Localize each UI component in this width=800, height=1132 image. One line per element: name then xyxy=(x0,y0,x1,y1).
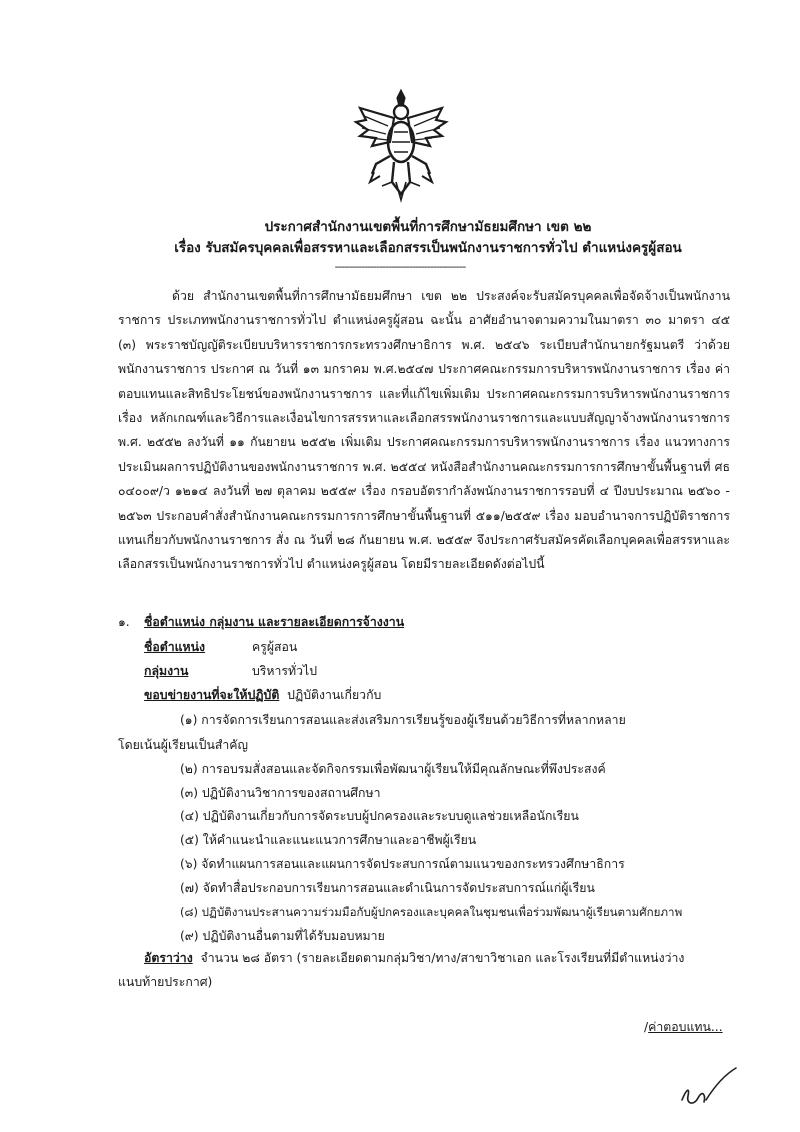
position-value: ครูผู้สอน xyxy=(252,640,298,654)
separator-line: -------------------------------------------- xyxy=(334,260,466,273)
vacancy-label: อัตราว่าง xyxy=(144,951,193,965)
vacancy-value: จำนวน ๒๘ อัตรา (รายละเอียดตามกลุ่มวิชา/ทาง/สาขาวิชาเอก และโรงเรียนที่มีตำแหน่งว่าง xyxy=(200,951,685,965)
section-1-title: ชื่อตำแหน่ง กลุ่มงาน และรายละเอียดการจ้างงาน xyxy=(144,615,405,629)
group-value: บริหารทั่วไป xyxy=(252,664,318,678)
scope-value: ปฏิบัติงานเกี่ยวกับ xyxy=(287,688,382,702)
section-1-number: ๑. xyxy=(118,615,130,629)
next-page-marker xyxy=(644,1018,723,1037)
scope-label: ขอบข่ายงานที่จะให้ปฏิบัติ xyxy=(144,688,280,702)
duty-item: (๓) ปฏิบัติงานวิชาการของสถานศึกษา xyxy=(180,786,381,800)
scope-row xyxy=(144,685,381,705)
duty-item: (๒) การอบรมสั่งสอนและจัดกิจกรรมเพื่อพัฒนาผู้เรียนให้มีคุณลักษณะที่พึงประสงค์ xyxy=(180,762,606,776)
duty-item: (๖) จัดทำแผนการสอนและแผนการจัดประสบการณ์ตามแนวของกระทรวงศึกษาธิการ xyxy=(180,857,625,871)
duty-item: (๔) ปฏิบัติงานเกี่ยวกับการจัดระบบผู้ปกครองและระบบดูแลช่วยเหลือนักเรียน xyxy=(180,809,579,823)
intro-paragraph: ด้วย สำนักงานเขตพื้นที่การศึกษามัธยมศึกษา เขต ๒๒ ประสงค์จะรับสมัครบุคคลเพื่อจัดจ้างเป็นพนักงานราชการ ประเภทพนักงานราชการทั่วไป ตำแหน่งครูผู้สอน ฉะนั้น อาศัยอำนาจตามความในมาตรา ๓๐ มาตรา ๔๕ (๓) พระราชบัญญัติระเบียบบริหารราชการกระทรวงศึกษาธิการ พ.ศ. ๒๕๔๖ ระเบียบสำนักนายกรัฐมนตรี ว่าด้วยพนักงานราชการ ประกาศ ณ วันที่ ๑๓ มกราคม พ.ศ.๒๕๔๗ ประกาศคณะกรรมการบริหารพนักงานราชการ เรื่อง ค่าตอบแทนและสิทธิประโยชน์ของพนักงานราชการ และที่แก้ไขเพิ่มเติม ประกาศคณะกรรมการบริหารพนักงานราชการ เรื่อง หลักเกณฑ์และวิธีการและเงื่อนไขการสรรหาและเลือกสรรพนักงานราชการและแบบสัญญาจ้างพนักงานราชการ พ.ศ. ๒๕๕๒ ลงวันที่ ๑๑ กันยายน ๒๕๕๒ เพิ่มเติม ประกาศคณะกรรมการบริหารพนักงานราชการ เรื่อง แนวทางการประเมินผลการปฏิบัติงานของพนักงานราชการ พ.ศ. ๒๕๕๔ หนังสือสำนักงานคณะกรรมการการศึกษาขั้นพื้นฐานที่ ศธ ๐๔๐๐๙/ว ๑๒๑๔ ลงวันที่ ๒๗ ตุลาคม ๒๕๕๙ เรื่อง กรอบอัตรากำลังพนักงานราชการรอบที่ ๔ ปีงบประมาณ ๒๕๖๐ - ๒๕๖๓ ประกอบคำสั่งสำนักงานคณะกรรมการการศึกษาขั้นพื้นฐานที่ ๕๑๑/๒๕๕๙ เรื่อง มอบอำนาจการปฏิบัติราชการแทนเกี่ยวกับพนักงานราชการ สั่ง ณ วันที่ ๒๘ กันยายน พ.ศ. ๒๕๕๙ จึงประกาศรับสมัครคัดเลือกบุคคลเพื่อสรรหาและเลือกสรรเป็นพนักงานราชการทั่วไป ตำแหน่งครูผู้สอน โดยมีรายละเอียดดังต่อไปนี้ xyxy=(118,289,730,572)
next-page-slash: / xyxy=(644,1020,649,1034)
group-row xyxy=(144,661,317,681)
announcement-title: ประกาศสำนักงานเขตพื้นที่การศึกษามัธยมศึกษา เขต ๒๒ xyxy=(264,219,592,235)
garuda-emblem-icon xyxy=(352,86,450,204)
position-label: ชื่อตำแหน่ง xyxy=(144,640,206,654)
duty-item: (๑) การจัดการเรียนการสอนและส่งเสริมการเรียนรู้ของผู้เรียนด้วยวิธีการที่หลากหลาย xyxy=(180,713,626,727)
duty-item: (๙) ปฏิบัติงานอื่นตามที่ได้รับมอบหมาย xyxy=(180,929,385,943)
section-1-heading xyxy=(118,612,404,632)
vacancy-row xyxy=(144,948,684,968)
duty-item: (๘) ปฏิบัติงานประสานความร่วมมือกับผู้ปกครองและบุคคลในชุมชนเพื่อร่วมพัฒนาผู้เรียนตามศักยภาพ xyxy=(180,905,683,919)
vacancy-continuation: แนบท้ายประกาศ) xyxy=(118,975,213,989)
next-page-text: ค่าตอบแทน... xyxy=(648,1020,723,1034)
duty-item: (๗) จัดทำสื่อประกอบการเรียนการสอนและดำเนินการจัดประสบการณ์แก่ผู้เรียน xyxy=(180,881,595,895)
duty-item: (๕) ให้คำแนะนำและแนะแนวการศึกษาและอาชีพผู้เรียน xyxy=(180,833,477,847)
signature-icon xyxy=(676,1060,740,1110)
announcement-subject: เรื่อง รับสมัครบุคคลเพื่อสรรหาและเลือกสรรเป็นพนักงานราชการทั่วไป ตำแหน่งครูผู้สอน xyxy=(174,240,682,256)
position-row xyxy=(144,637,297,657)
group-label: กลุ่มงาน xyxy=(144,664,189,678)
duty-item-continuation: โดยเน้นผู้เรียนเป็นสำคัญ xyxy=(118,738,248,752)
